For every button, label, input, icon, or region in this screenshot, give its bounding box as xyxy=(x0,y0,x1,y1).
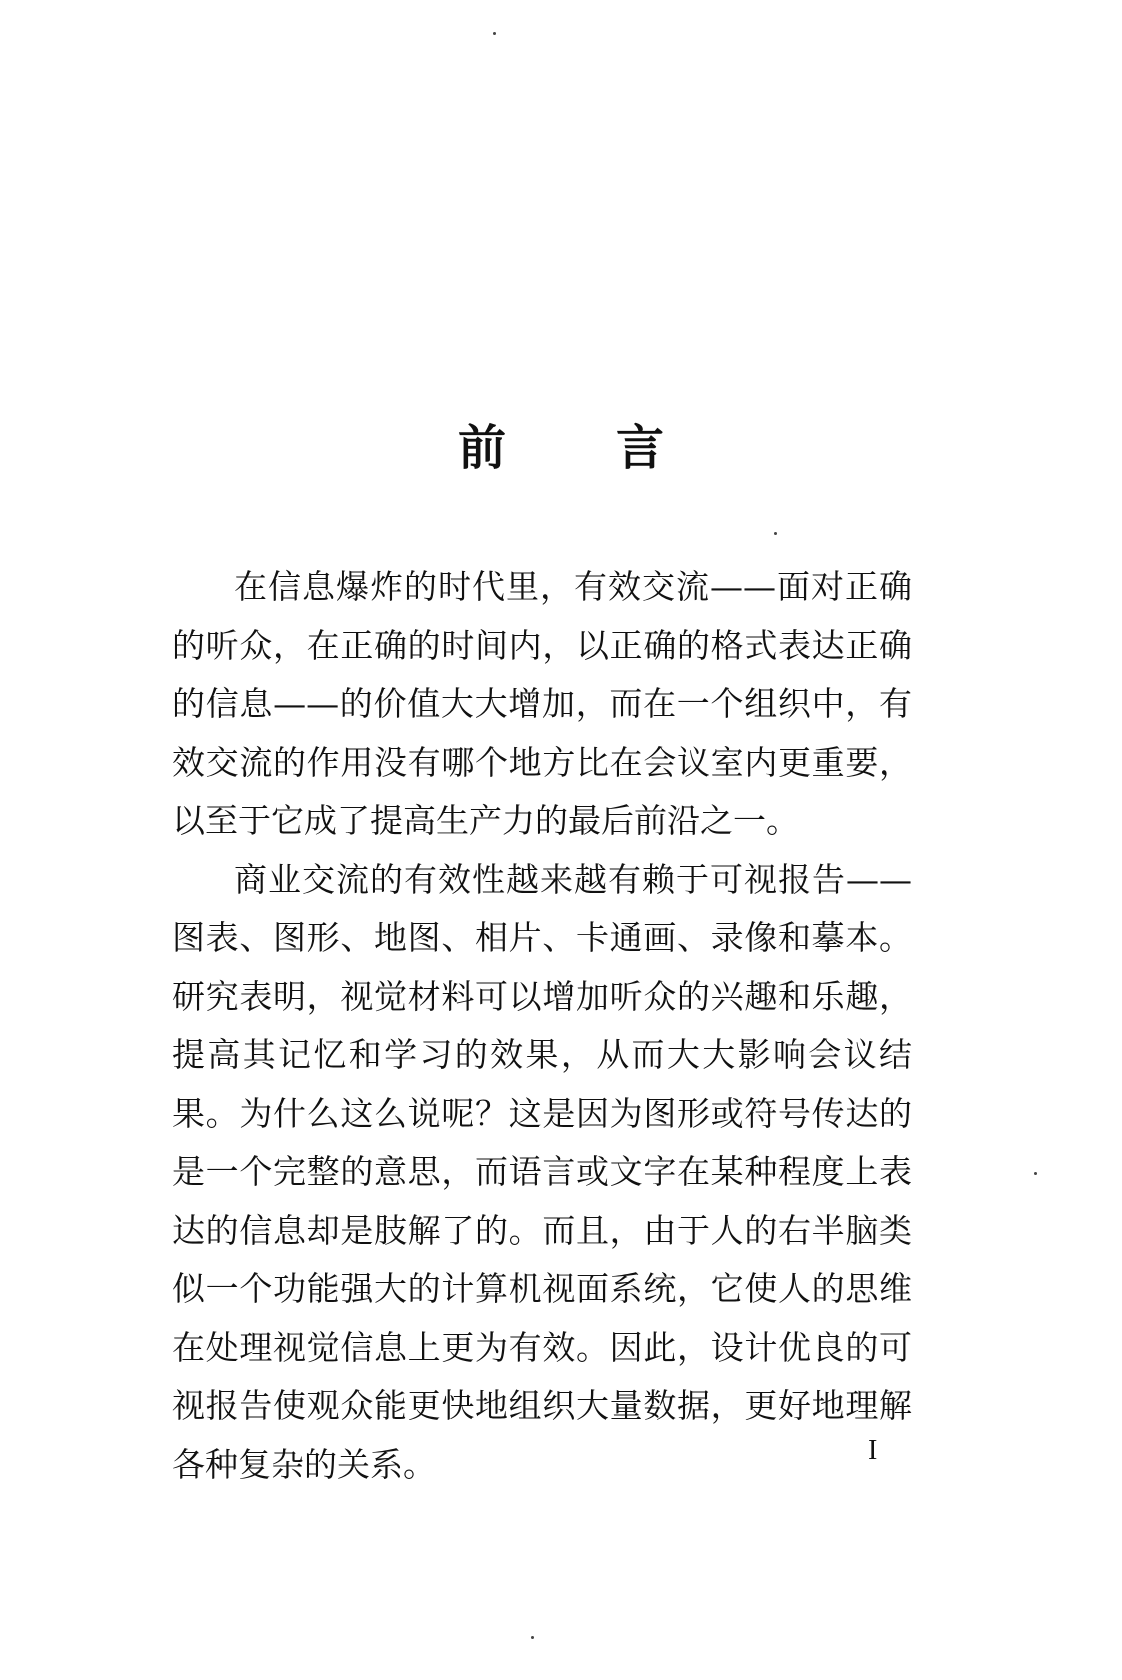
scan-speck xyxy=(531,1636,534,1639)
page-title: 前言 xyxy=(457,420,774,477)
paragraph: 商业交流的有效性越来越有赖于可视报告——图表、图形、地图、相片、卡通画、录像和摹本。研究表明，视觉材料可以增加听众的兴趣和乐趣，提高其记忆和学习的效果，从而大大影响会议结果。为什么这么说呢？这是因为图形或符号传达的是一个完整的意思，而语言或文字在某种程度上表达的信息却是肢解了的。而且，由于人的右半脑类似一个功能强大的计算机视面系统，它使人的思维在处理视觉信息上更为有效。因此，设计优良的可视报告使观众能更快地组织大量数据，更好地理解各种复杂的关系。 xyxy=(172,859,912,1484)
body-text xyxy=(172,558,912,1494)
scan-speck xyxy=(493,32,496,35)
scan-speck xyxy=(774,532,777,535)
page-number: I xyxy=(868,1435,878,1466)
paragraph: 在信息爆炸的时代里，有效交流——面对正确的听众，在正确的时间内，以正确的格式表达正确的信息——的价值大大增加，而在一个组织中，有效交流的作用没有哪个地方比在会议室内更重要，以至于它成了提高生产力的最后前沿之一。 xyxy=(172,567,912,840)
scan-speck xyxy=(1034,1172,1037,1175)
